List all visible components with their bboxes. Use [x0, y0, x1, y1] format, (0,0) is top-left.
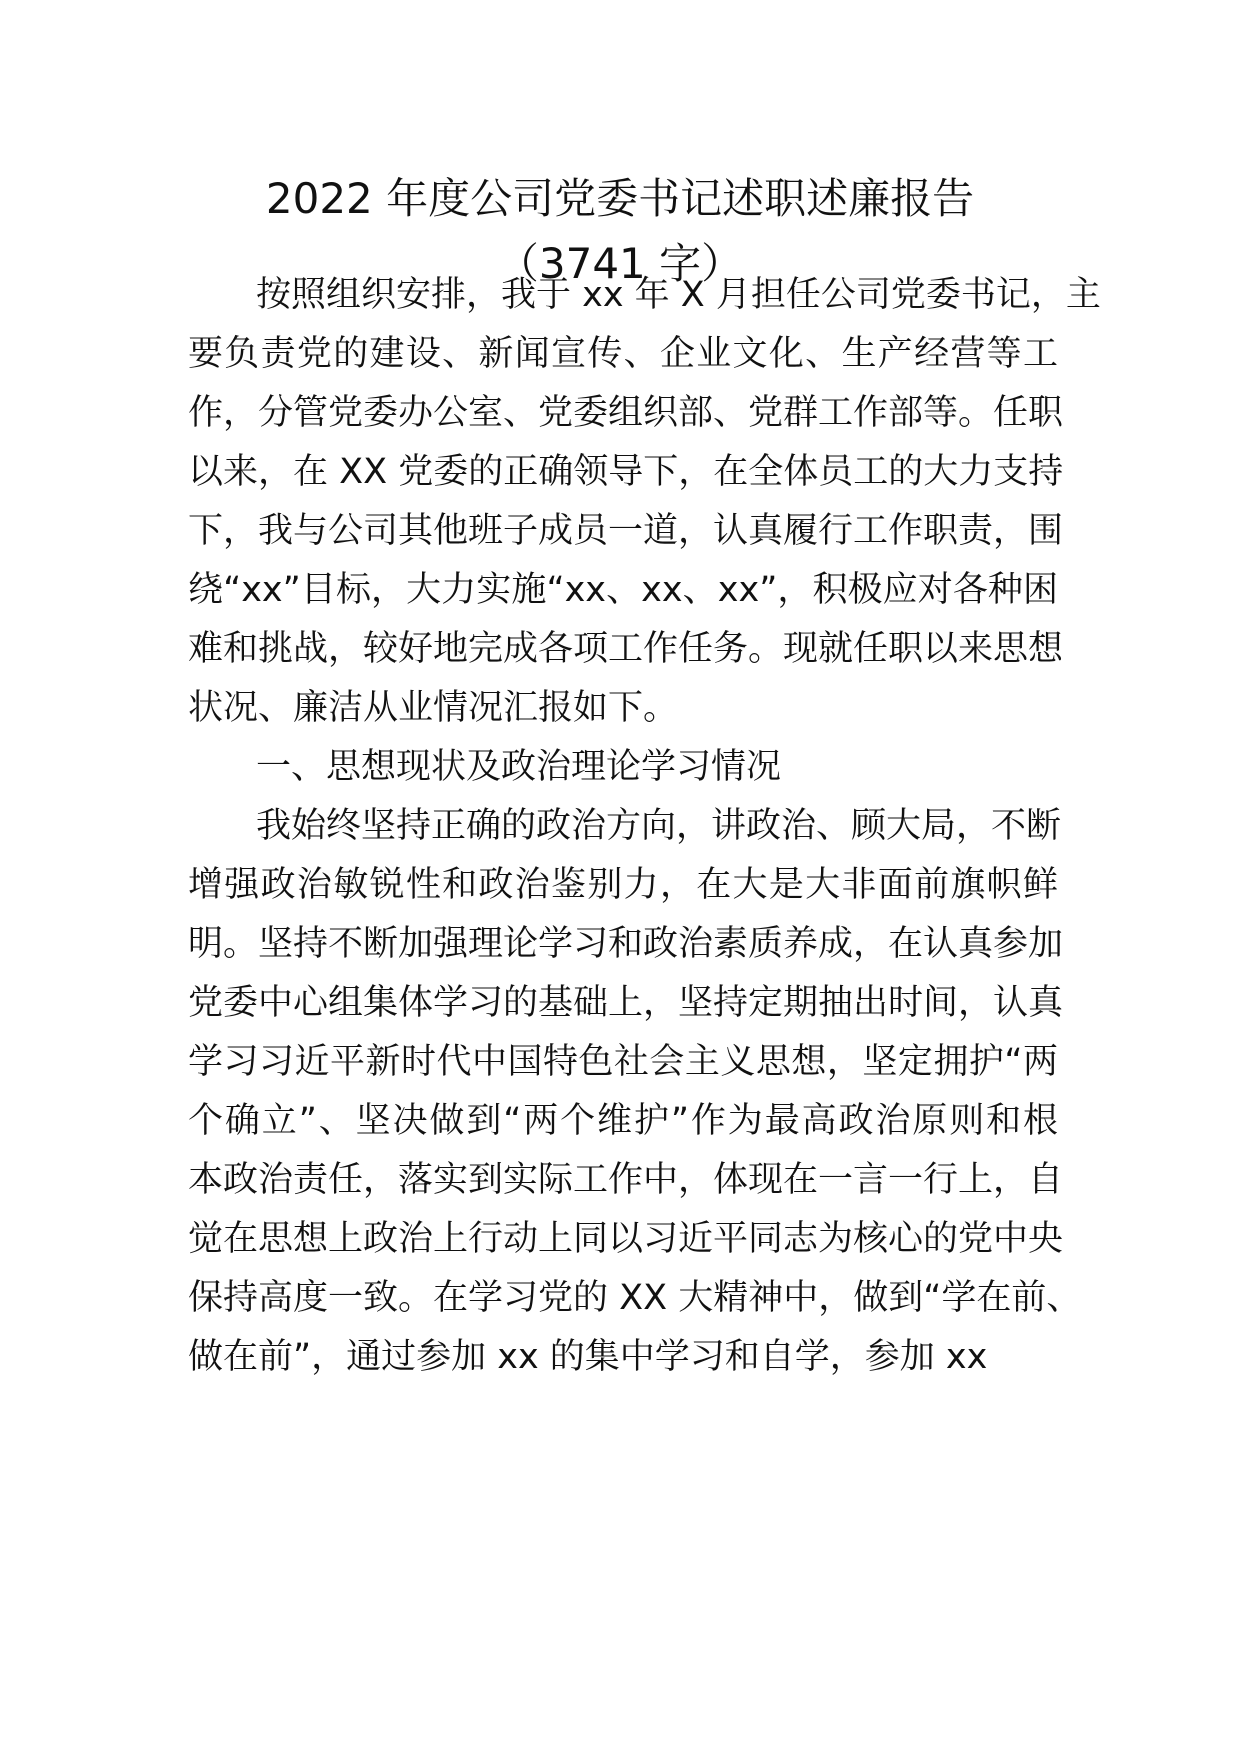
paragraph-line: 状况、廉洁从业情况汇报如下。: [188, 688, 679, 728]
section-heading: 一、思想现状及政治理论学习情况: [256, 747, 782, 787]
paragraph-line: 难和挑战，较好地完成各项工作任务。现就任职以来思想: [188, 629, 1064, 669]
paragraph-line: 学习习近平新时代中国特色社会主义思想，坚定拥护“两: [188, 1042, 1058, 1082]
paragraph-line: 觉在思想上政治上行动上同以习近平同志为核心的党中央: [188, 1219, 1064, 1259]
paragraph-line: 明。坚持不断加强理论学习和政治素质养成，在认真参加: [188, 924, 1064, 964]
paragraph-line: 下，我与公司其他班子成员一道，认真履行工作职责，围: [188, 511, 1064, 551]
document-subtitle: （3741 字）: [496, 239, 744, 288]
paragraph-line: 绕“xx”目标，大力实施“xx、xx、xx”，积极应对各种困: [188, 570, 1058, 610]
paragraph-line: 要负责党的建设、新闻宣传、企业文化、生产经营等工: [188, 334, 1058, 374]
paragraph-line: 个确立”、坚决做到“两个维护”作为最高政治原则和根: [188, 1101, 1058, 1141]
paragraph-line: 本政治责任，落实到实际工作中，体现在一言一行上，自: [188, 1160, 1064, 1200]
paragraph-line: 以来，在 XX 党委的正确领导下，在全体员工的大力支持: [188, 452, 1064, 492]
paragraph-line: 作，分管党委办公室、党委组织部、党群工作部等。任职: [188, 393, 1064, 433]
paragraph-line: 增强政治敏锐性和政治鉴别力，在大是大非面前旗帜鲜: [188, 865, 1058, 905]
paragraph-line: 保持高度一致。在学习党的 XX 大精神中，做到“学在前、: [188, 1278, 1082, 1318]
paragraph-line: 按照组织安排，我于 xx 年 X 月担任公司党委书记，主: [256, 275, 1101, 315]
paragraph-line: 党委中心组集体学习的基础上，坚持定期抽出时间，认真: [188, 983, 1064, 1023]
paragraph-line: 我始终坚持正确的政治方向，讲政治、顾大局，不断: [256, 806, 1062, 846]
document-title: 2022 年度公司党委书记述职述廉报告: [265, 174, 975, 223]
paragraph-line: 做在前”，通过参加 xx 的集中学习和自学，参加 xx: [188, 1337, 988, 1377]
